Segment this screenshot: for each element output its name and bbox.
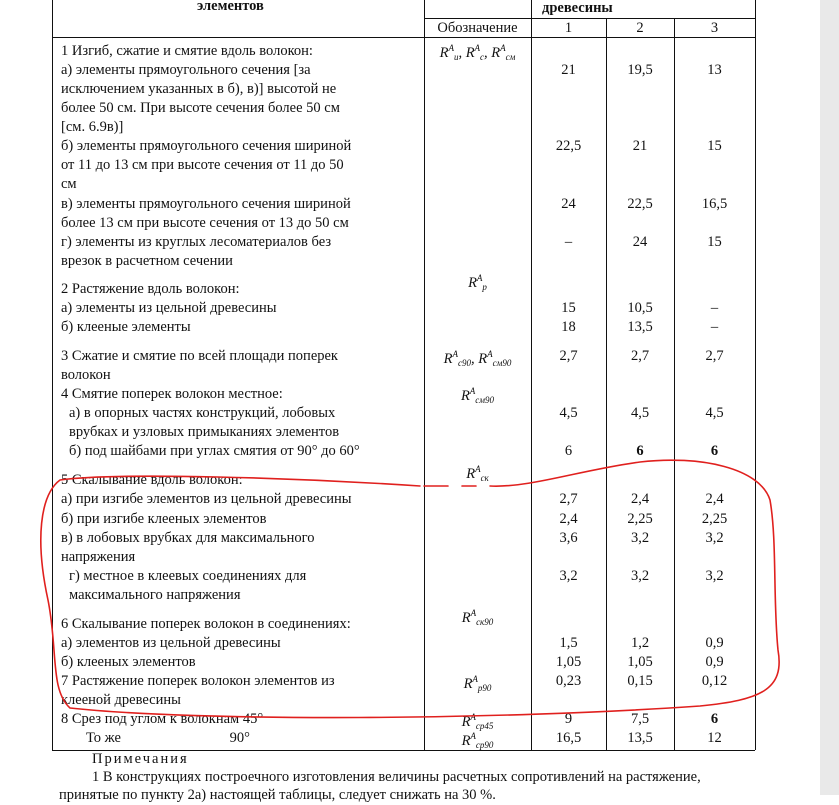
grade-3-header: 3 <box>710 20 719 36</box>
table-row-text: а) при изгибе элементов из цельной древесины <box>61 491 352 507</box>
value-cell: 12 <box>707 730 722 746</box>
value-cell: 4,5 <box>705 405 724 421</box>
value-cell: 15 <box>561 300 576 316</box>
value-cell: 3,6 <box>559 530 578 546</box>
value-cell: 6 <box>710 711 719 727</box>
value-cell: 6 <box>564 443 573 459</box>
grade-1-header: 1 <box>564 20 573 36</box>
value-cell: 19,5 <box>627 62 653 78</box>
value-cell: 7,5 <box>630 711 650 727</box>
symbol-cell: $R^А_{ср45}$ <box>461 712 494 731</box>
value-cell: 2,7 <box>559 348 578 364</box>
value-cell: 21 <box>632 138 648 154</box>
value-cell: 0,12 <box>701 673 728 689</box>
table-row-text: напряжения <box>61 549 136 565</box>
table-row-text: То же 90° <box>86 730 250 746</box>
value-cell: 2,25 <box>701 511 728 527</box>
table-row-text: более 50 см. При высоте сечения более 50 см <box>61 100 340 116</box>
table-row-text: г) местное в клеевых соединениях для <box>69 568 307 584</box>
table-row-text: б) при изгибе клееных элементов <box>61 511 267 527</box>
value-cell: 3,2 <box>630 530 650 546</box>
viewer-scroll-edge <box>820 0 839 795</box>
value-cell: 22,5 <box>627 196 653 212</box>
value-cell: 2,4 <box>705 491 724 507</box>
header-left: элементов <box>197 0 264 14</box>
designation-header: Обозначение <box>437 20 518 36</box>
table-row-title: 2 Растяжение вдоль волокон: <box>61 281 240 297</box>
value-cell: 6 <box>710 443 719 459</box>
value-cell: 22,5 <box>555 138 582 154</box>
table-row-text: г) элементы из круглых лесоматериалов без <box>61 234 332 250</box>
table-row-title: 1 Изгиб, сжатие и смятие вдоль волокон: <box>61 43 313 59</box>
table-row-title: 6 Скалывание поперек волокон в соединениях: <box>61 616 351 632</box>
value-cell: 1,05 <box>627 654 653 670</box>
table-row-text: б) клееных элементов <box>61 654 196 670</box>
table-row-title: 5 Скалывание вдоль волокон: <box>61 472 243 488</box>
column-divider <box>424 0 425 750</box>
grade-2-header: 2 <box>636 20 644 36</box>
value-cell: 3,2 <box>705 530 724 546</box>
table-row-text: клееной древесины <box>61 692 181 708</box>
value-cell: 2,4 <box>559 511 578 527</box>
symbol-cell: $R^А_{ср90}$ <box>461 731 494 750</box>
table-row-title: 4 Смятие поперек волокон местное: <box>61 386 283 402</box>
table-row-text: 8 Срез под углом к волокнам 45° <box>61 711 264 727</box>
value-cell: – <box>564 234 573 250</box>
table-row-text: 3 Сжатие и смятие по всей площади поперек <box>61 348 338 364</box>
value-cell: 0,9 <box>705 635 724 651</box>
table-row-text: [см. 6.9в)] <box>61 119 124 135</box>
value-cell: 21 <box>561 62 576 78</box>
value-cell: 24 <box>561 196 576 212</box>
table-row-text: б) клееные элементы <box>61 319 191 335</box>
value-cell: 2,7 <box>559 491 578 507</box>
table-row-text: 7 Растяжение поперек волокон элементов из <box>61 673 335 689</box>
value-cell: 24 <box>632 234 648 250</box>
value-cell: 1,5 <box>559 635 578 651</box>
symbol-cell: $R^А_р$ <box>468 273 487 292</box>
value-cell: 1,05 <box>555 654 582 670</box>
value-cell: 13,5 <box>627 319 653 335</box>
value-cell: 18 <box>561 319 576 335</box>
header-rule <box>424 18 755 19</box>
value-cell: 0,9 <box>705 654 724 670</box>
value-cell: 0,23 <box>555 673 582 689</box>
value-cell: 16,5 <box>701 196 728 212</box>
value-cell: 3,2 <box>705 568 724 584</box>
table-row-text: а) элементы из цельной древесины <box>61 300 277 316</box>
header-rule <box>52 37 755 38</box>
note-line: принятые по пункту 2а) настоящей таблицы, следует снижать на 30 %. <box>59 787 496 803</box>
value-cell: 2,25 <box>627 511 653 527</box>
table-row-text: а) элементы прямоугольного сечения [за <box>61 62 311 78</box>
value-cell: 4,5 <box>559 405 578 421</box>
value-cell: 15 <box>707 234 722 250</box>
value-cell: 9 <box>564 711 573 727</box>
table-row-text: волокон <box>61 367 111 383</box>
symbol-cell: $R^А_{р90}$ <box>463 674 492 693</box>
table-row-text: а) элементов из цельной древесины <box>61 635 281 651</box>
value-cell: 10,5 <box>627 300 653 316</box>
table-row-text: в) в лобовых врубках для максимального <box>61 530 315 546</box>
value-cell: – <box>710 300 719 316</box>
value-cell: – <box>710 319 719 335</box>
value-cell: 15 <box>707 138 722 154</box>
value-cell: 2,7 <box>630 348 650 364</box>
symbol-cell: $R^А_и$, $R^А_с$, $R^А_{см}$ <box>439 43 516 62</box>
value-cell: 6 <box>636 443 644 459</box>
value-cell: 2,7 <box>705 348 724 364</box>
value-cell: 13 <box>707 62 722 78</box>
note-line: 1 В конструкциях построечного изготовления величины расчетных сопротивлений на растяжение, <box>92 769 701 785</box>
notes-heading: Примечания <box>92 751 189 767</box>
symbol-cell: $R^А_{см90}$ <box>460 386 495 405</box>
table-row-text: врезок в расчетном сечении <box>61 253 233 269</box>
symbol-cell: $R^А_{с90}$, $R^А_{см90}$ <box>443 349 512 368</box>
symbol-cell: $R^А_{ск90}$ <box>461 608 494 627</box>
table-row-text: а) в опорных частях конструкций, лобовых <box>69 405 336 421</box>
table-row-text: б) под шайбами при углах смятия от 90° до 60° <box>69 443 360 459</box>
table-border-right <box>755 0 756 750</box>
table-border-left <box>52 0 53 750</box>
table-row-text: исключением указанных в б), в)] высотой не <box>61 81 337 97</box>
table-row-text: более 13 см при высоте сечения от 13 до 50 см <box>61 215 349 231</box>
header-right: древесины <box>542 0 613 16</box>
value-cell: 4,5 <box>630 405 650 421</box>
table-row-text: в) элементы прямоугольного сечения шириной <box>61 196 351 212</box>
table-row-text: см <box>61 176 77 192</box>
value-cell: 3,2 <box>630 568 650 584</box>
table-row-text: б) элементы прямоугольного сечения шириной <box>61 138 352 154</box>
value-cell: 1,2 <box>630 635 650 651</box>
value-cell: 0,15 <box>627 673 653 689</box>
table-row-text: от 11 до 13 см при высоте сечения от 11 до 50 <box>61 157 344 173</box>
value-cell: 3,2 <box>559 568 578 584</box>
table-row-text: врубках и узловых примыканиях элементов <box>69 424 340 440</box>
value-cell: 2,4 <box>630 491 650 507</box>
table-row-text: максимального напряжения <box>69 587 241 603</box>
value-cell: 16,5 <box>555 730 582 746</box>
symbol-cell: $R^А_{ск}$ <box>466 464 489 483</box>
value-cell: 13,5 <box>627 730 653 746</box>
